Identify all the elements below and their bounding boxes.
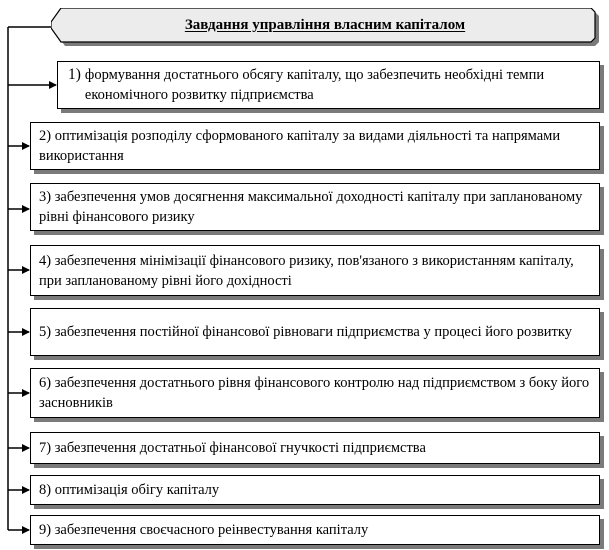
task-item-6-text: 6) забезпечення достатнього рівня фінансового контролю над підприємством з боку його засновників (39, 375, 590, 411)
task-item-1-text: формування достатнього обсягу капіталу, що забезпечить необхідні темпи економічного розвитку підприємства (84, 67, 545, 103)
task-item-1 (57, 61, 600, 109)
task-item-9 (30, 515, 600, 545)
task-item-8-text: 8) оптимізація обігу капіталу (39, 482, 220, 498)
title-box (51, 8, 599, 46)
task-item-5-text: 5) забезпечення постійної фінансової рівноваги підприємства у процесі його розвитку (39, 324, 572, 340)
task-item-2-text: 2) оптимізація розподілу сформованого капіталу за видами діяльності та напрямами використання (39, 128, 561, 164)
task-item-4 (30, 245, 600, 296)
task-item-1-number: 1) (68, 66, 81, 83)
task-item-8 (30, 475, 600, 505)
task-item-2 (30, 122, 600, 170)
task-item-3-text: 3) забезпечення умов досягнення максимальної доходності капіталу при запланованому рівні фінансового ризику (39, 189, 583, 225)
task-item-6 (30, 368, 600, 418)
task-item-5 (30, 308, 600, 356)
task-item-7-text: 7) забезпечення достатньої фінансової гнучкості підприємства (39, 440, 426, 456)
task-item-7 (30, 432, 600, 464)
diagram-title: Завдання управління власним капіталом (184, 16, 466, 33)
task-item-4-text: 4) забезпечення мінімізації фінансового ризику, пов'язаного з використанням капіталу, при запланованому рівні його дохідності (39, 252, 574, 289)
task-item-3 (30, 183, 600, 231)
task-item-9-text: 9) забезпечення своєчасного реінвестування капіталу (39, 522, 369, 538)
